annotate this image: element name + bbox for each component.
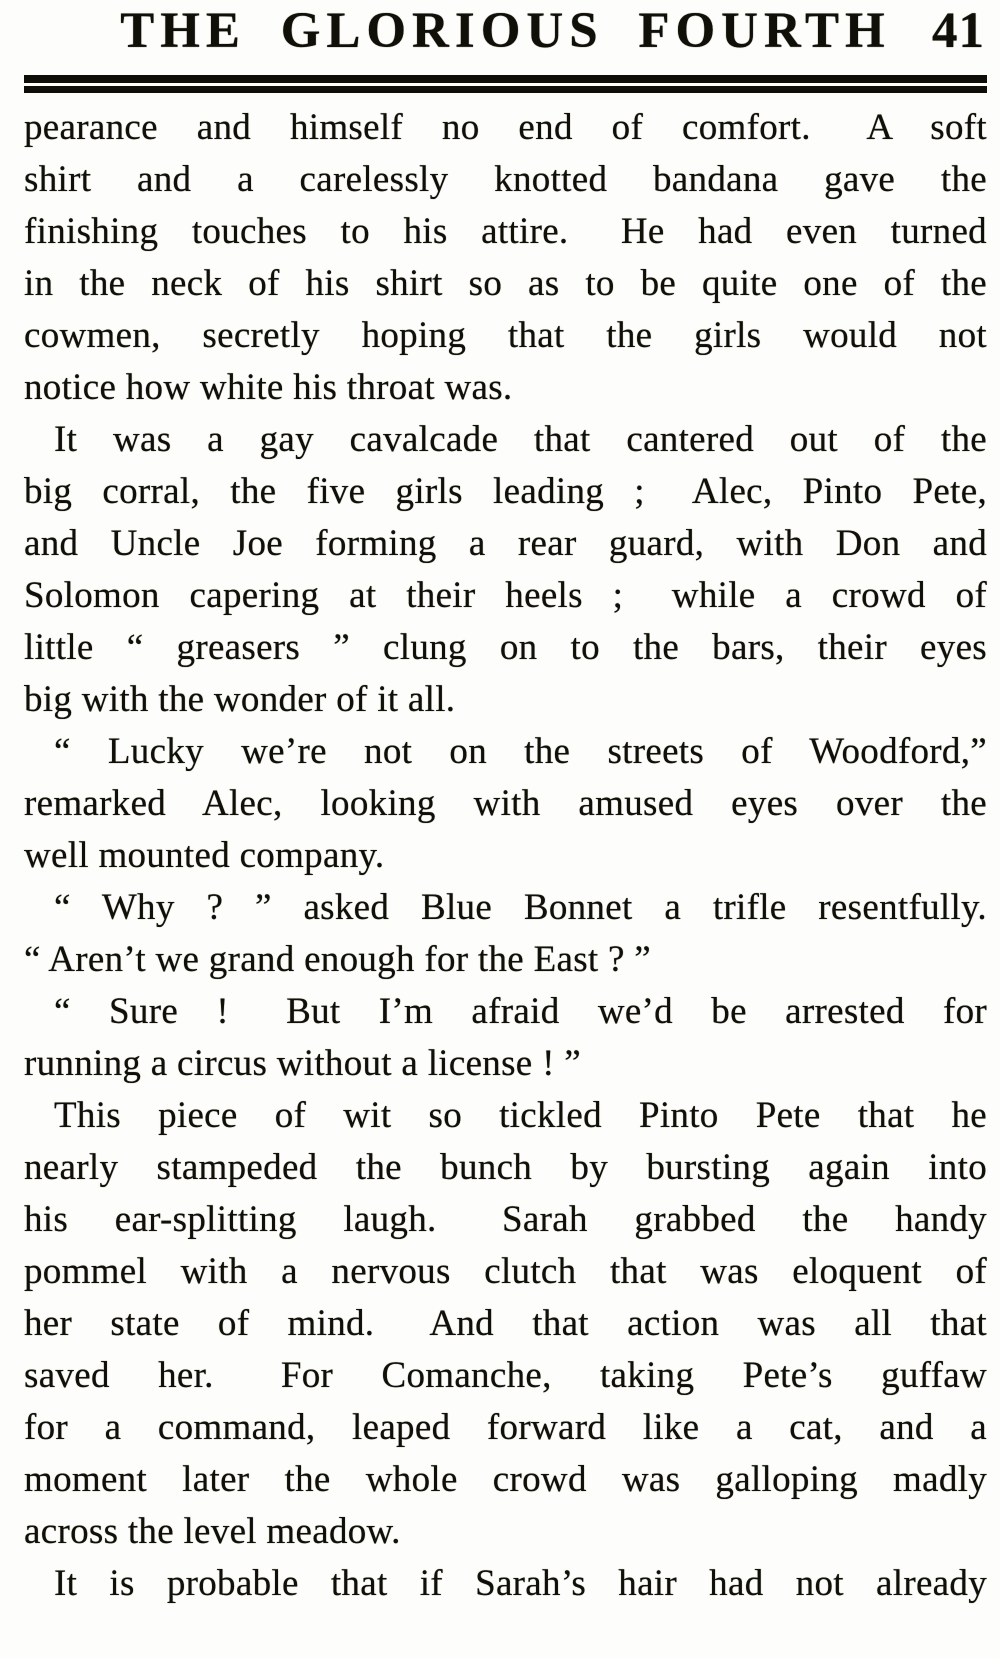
text-line: “ Sure ! But I’m afraid we’d be arrested for bbox=[54, 991, 987, 1032]
text-line: pommel with a nervous clutch that was eloquent of bbox=[24, 1251, 987, 1292]
text-line: finishing touches to his attire. He had even turned bbox=[24, 211, 987, 252]
text-line: running a circus without a license ! ” bbox=[24, 1043, 581, 1084]
text-line: moment later the whole crowd was galloping madly bbox=[24, 1459, 987, 1500]
text-line: shirt and a carelessly knotted bandana gave the bbox=[24, 159, 987, 200]
text-line: nearly stampeded the bunch by bursting again into bbox=[24, 1147, 987, 1188]
text-line: little “ greasers ” clung on to the bars, their eyes bbox=[24, 627, 987, 668]
text-line: for a command, leaped forward like a cat, and a bbox=[24, 1407, 987, 1448]
text-line: It was a gay cavalcade that cantered out of the bbox=[54, 419, 987, 460]
text-line: big corral, the five girls leading ; Alec, Pinto Pete, bbox=[24, 471, 987, 512]
text-line: “ Lucky we’re not on the streets of Woodford,” bbox=[54, 731, 987, 772]
text-line: This piece of wit so tickled Pinto Pete that he bbox=[54, 1095, 987, 1136]
text-line: and Uncle Joe forming a rear guard, with Don and bbox=[24, 523, 987, 564]
text-line: Solomon capering at their heels ; while a crowd of bbox=[24, 575, 987, 616]
text-line: “ Why ? ” asked Blue Bonnet a trifle resentfully. bbox=[54, 887, 987, 928]
text-line: her state of mind. And that action was all that bbox=[24, 1303, 987, 1344]
text-line: across the level meadow. bbox=[24, 1511, 401, 1552]
text-line: remarked Alec, looking with amused eyes over the bbox=[24, 783, 987, 824]
text-line: in the neck of his shirt so as to be quite one of the bbox=[24, 263, 987, 304]
header-double-rule bbox=[24, 75, 987, 93]
text-line: “ Aren’t we grand enough for the East ? ” bbox=[24, 939, 652, 980]
text-lines bbox=[24, 102, 987, 1610]
text-line: cowmen, secretly hoping that the girls would not bbox=[24, 315, 987, 356]
running-head bbox=[24, 2, 987, 64]
text-line: It is probable that if Sarah’s hair had not already bbox=[54, 1563, 987, 1604]
text-line: his ear-splitting laugh. Sarah grabbed the handy bbox=[24, 1199, 987, 1240]
text-line: big with the wonder of it all. bbox=[24, 679, 456, 720]
text-line: pearance and himself no end of comfort. A soft bbox=[24, 107, 987, 148]
page-number: 41 bbox=[932, 3, 985, 59]
text-line: well mounted company. bbox=[24, 835, 385, 876]
text-line: notice how white his throat was. bbox=[24, 367, 513, 408]
text-line: saved her. For Comanche, taking Pete’s guffaw bbox=[24, 1355, 987, 1396]
page-title: THE GLORIOUS FOURTH bbox=[120, 3, 891, 59]
